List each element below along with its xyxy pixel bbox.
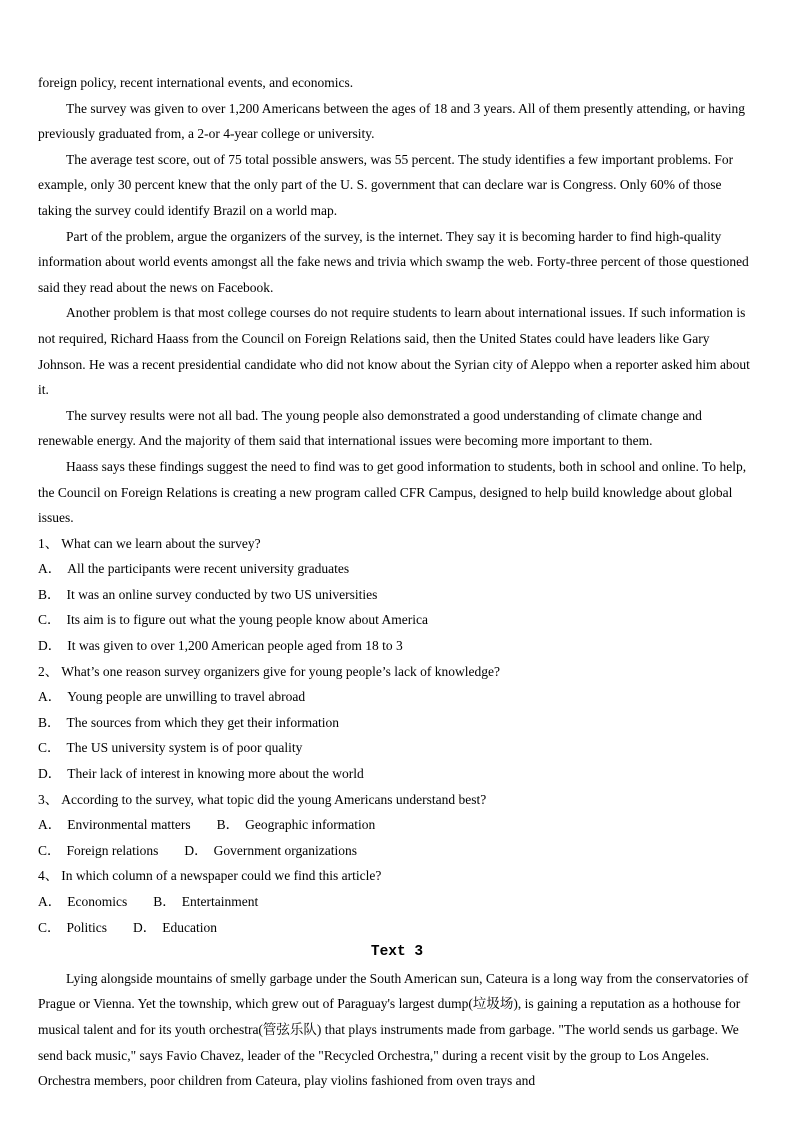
option-label: C．	[38, 612, 61, 628]
option-text: Young people are unwilling to travel abroad	[67, 689, 306, 705]
option-label: C．	[38, 740, 61, 756]
option-text: All the participants were recent university graduates	[67, 561, 350, 577]
options-line	[38, 735, 756, 761]
passage-paragraph: Haass says these findings suggest the need to find was to get good information to students, both in school and online. To help, the Council on Foreign Relations is creating a new program called CFR Campus, designed to help build knowledge about global issues.	[38, 458, 747, 526]
answer-option	[38, 817, 191, 832]
question-text: In which column of a newspaper could we find this article?	[61, 868, 382, 884]
option-label: D．	[38, 638, 62, 654]
option-label: D．	[133, 919, 157, 935]
option-text: Its aim is to figure out what the young people know about America	[66, 612, 428, 628]
options-line	[38, 889, 756, 915]
question-prompt	[38, 863, 756, 889]
option-label: B．	[38, 586, 61, 602]
answer-option	[38, 843, 158, 858]
option-label: C．	[38, 919, 61, 935]
option-text: Environmental matters	[67, 817, 191, 833]
question-number: 2、	[38, 663, 59, 679]
options-line	[38, 838, 756, 864]
option-text: Economics	[67, 894, 128, 909]
option-text: Geographic information	[245, 817, 376, 833]
passage-paragraph: The survey was given to over 1,200 Americans between the ages of 18 and 3 years. All of them presently attending, or having previously graduated from, a 2-or 4-year college or university.	[38, 100, 745, 142]
option-text: Education	[162, 919, 218, 935]
option-label: B．	[38, 714, 61, 730]
answer-option	[38, 766, 364, 781]
answer-option	[38, 638, 403, 653]
option-label: B．	[153, 894, 176, 909]
passage-paragraph: foreign policy, recent international events, and economics.	[38, 75, 354, 90]
passage-paragraph: The average test score, out of 75 total possible answers, was 55 percent. The study identifies a few important problems. For example, only 30 percent knew that the only part of the U. S. government that can declare war is Congress. Only 60% of those taking the survey could identify Brazil on a world map.	[38, 151, 734, 218]
answer-option	[38, 894, 127, 909]
option-text: Foreign relations	[66, 842, 159, 858]
answer-option	[217, 817, 376, 832]
options-line	[38, 684, 756, 710]
answer-option	[133, 920, 217, 935]
passage-paragraph: Another problem is that most college courses do not require students to learn about international issues. If such information is not required, Richard Haass from the Council on Foreign Relations said, then the United States could have leaders like Gary Johnson. He was a recent presidential candidate who did not know about the Syrian city of Aleppo when a reporter asked him about it.	[38, 305, 750, 398]
passage-paragraph: Lying alongside mountains of smelly garbage under the South American sun, Cateura is a long way from the conservatories of Prague or Vienna. Yet the township, which grew out of Paraguay's largest dump(垃圾场), is gaining a reputation as a hothouse for musical talent and for its youth orchestra(管弦乐队) that plays instruments made from garbage. "The world sends us garbage. We send back music," says Favio Chavez, leader of the "Recycled Orchestra," during a recent visit by the group to Los Angeles. Orchestra members, poor children from Cateura, play violins fashioned from oven trays and	[38, 970, 749, 1089]
answer-option	[38, 740, 302, 755]
option-text: Entertainment	[181, 894, 259, 909]
options-line	[38, 710, 756, 736]
answer-option	[38, 715, 339, 730]
passage-continuation	[38, 70, 756, 531]
section-heading-text-3: Text 3	[370, 944, 424, 961]
answer-option	[153, 894, 258, 909]
question	[38, 531, 756, 659]
question-number: 4、	[38, 868, 59, 884]
option-text: It was an online survey conducted by two US universities	[66, 586, 378, 602]
question	[38, 787, 756, 864]
answer-option	[38, 612, 428, 627]
options-line	[38, 915, 756, 941]
questions-block	[38, 531, 756, 941]
option-label: A．	[38, 894, 62, 909]
question-number: 3、	[38, 791, 59, 807]
options-line	[38, 607, 756, 633]
option-label: A．	[38, 817, 62, 833]
passage-paragraph: Part of the problem, argue the organizers of the survey, is the internet. They say it is becoming harder to find high-quality information about world events amongst all the fake news and trivia which swamp the web. Forty-three percent of those questioned said they read about the news on Facebook.	[38, 228, 749, 295]
options-line	[38, 556, 756, 582]
question-text: What can we learn about the survey?	[61, 535, 261, 551]
option-text: The sources from which they get their information	[66, 714, 340, 730]
options-line	[38, 633, 756, 659]
question	[38, 863, 756, 940]
question-text: According to the survey, what topic did the young Americans understand best?	[61, 791, 487, 807]
question-prompt	[38, 787, 756, 813]
option-text: Government organizations	[213, 842, 357, 858]
options-line	[38, 582, 756, 608]
answer-option	[38, 587, 377, 602]
options-line	[38, 761, 756, 787]
options-line	[38, 812, 756, 838]
passage-text-3	[38, 966, 756, 1094]
answer-option	[38, 920, 107, 935]
option-label: D．	[184, 842, 208, 858]
option-label: A．	[38, 689, 62, 705]
option-label: A．	[38, 561, 62, 577]
option-text: The US university system is of poor quality	[66, 740, 303, 756]
answer-option	[38, 561, 349, 576]
answer-option	[184, 843, 357, 858]
option-label: C．	[38, 842, 61, 858]
question-prompt	[38, 659, 756, 685]
question-number: 1、	[38, 535, 59, 551]
answer-option	[38, 689, 305, 704]
question	[38, 659, 756, 787]
passage-paragraph: The survey results were not all bad. The young people also demonstrated a good understanding of climate change and renewable energy. And the majority of them said that international issues were becoming more important to them.	[38, 407, 702, 449]
option-text: Politics	[66, 919, 108, 935]
option-text: It was given to over 1,200 American people aged from 18 to 3	[67, 638, 403, 654]
question-prompt	[38, 531, 756, 557]
question-text: What’s one reason survey organizers give for young people’s lack of knowledge?	[61, 663, 500, 679]
option-label: B．	[216, 817, 240, 833]
option-text: Their lack of interest in knowing more about the world	[67, 766, 364, 782]
option-label: D．	[38, 766, 62, 782]
